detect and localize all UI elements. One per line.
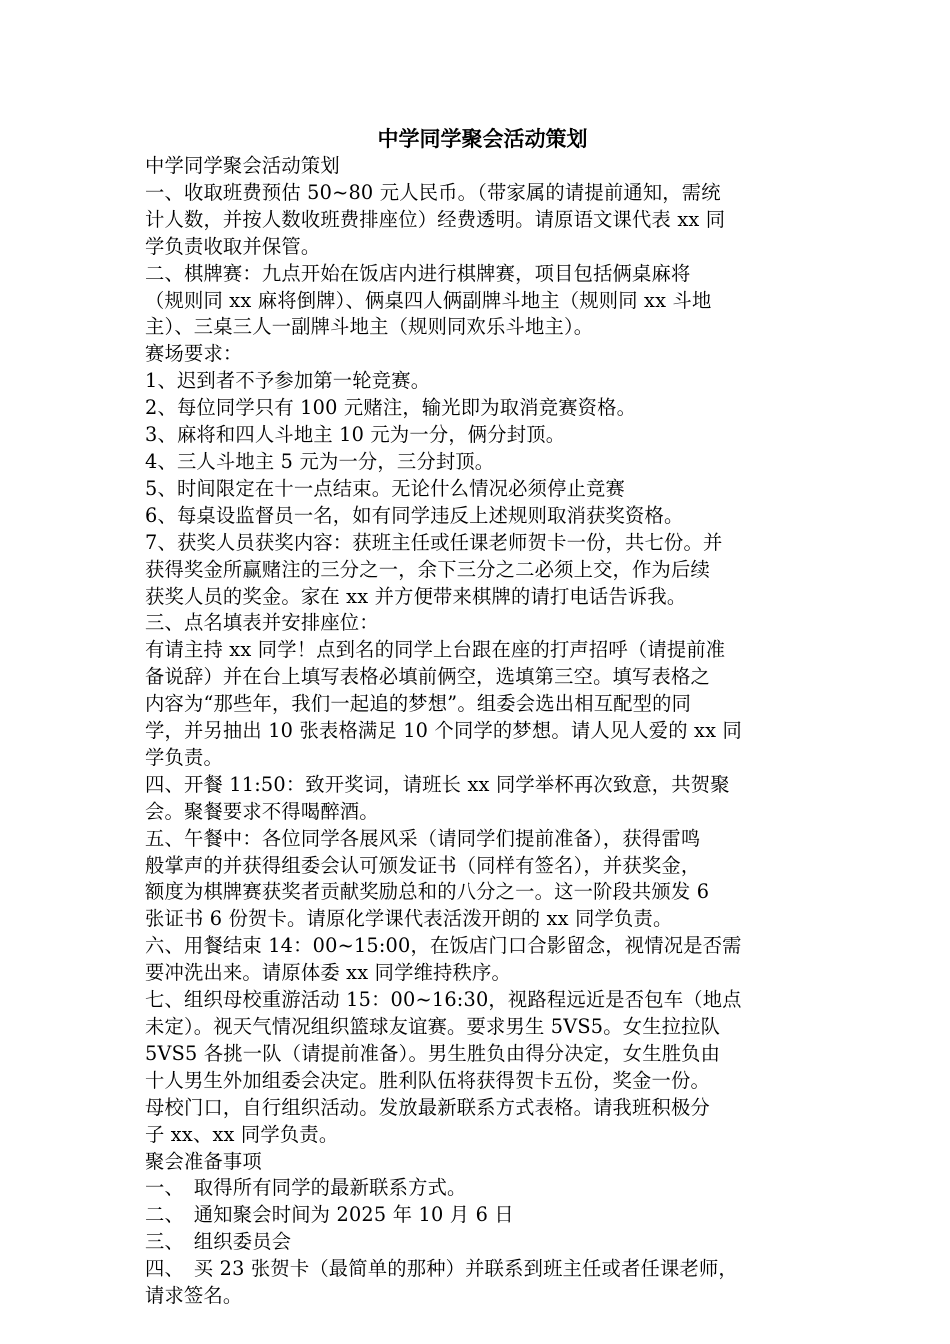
- text-line: （规则同 xx 麻将倒牌）、俩桌四人俩副牌斗地主（规则同 xx 斗地: [145, 288, 712, 312]
- text-line: 母校门口，自行组织活动。发放最新联系方式表格。请我班积极分: [145, 1095, 710, 1119]
- text-line: 三、 组织委员会: [145, 1230, 292, 1254]
- text-line: 请求签名。: [145, 1284, 243, 1308]
- document-page: [145, 125, 810, 1310]
- text-line: 四、 买 23 张贺卡（最简单的那种）并联系到班主任或者任课老师，: [145, 1257, 738, 1281]
- text-line: 般掌声的并获得组委会认可颁发证书（同样有签名），并获奖金，: [145, 853, 701, 877]
- text-line: 学负责收取并保管。: [145, 234, 321, 258]
- text-line: 二、 通知聚会时间为 2025 年 10 月 6 日: [145, 1203, 514, 1227]
- text-line: 子 xx、xx 同学负责。: [145, 1122, 339, 1146]
- text-line: 1、迟到者不予参加第一轮竞赛。: [145, 369, 431, 393]
- text-line: 七、组织母校重游活动 15：00~16:30，视路程远近是否包车（地点: [145, 988, 742, 1012]
- text-line: 张证书 6 份贺卡。请原化学课代表活泼开朗的 xx 同学负责。: [145, 907, 673, 931]
- text-line: 3、麻将和四人斗地主 10 元为一分，俩分封顶。: [145, 423, 566, 447]
- text-line: 六、用餐结束 14：00~15:00，在饭店门口合影留念，视情况是否需: [145, 934, 742, 958]
- text-line: 主）、三桌三人一副牌斗地主（规则同欢乐斗地主）。: [145, 315, 594, 339]
- document-title: 中学同学聚会活动策划: [377, 126, 588, 151]
- text-line: 一、 取得所有同学的最新联系方式。: [145, 1176, 467, 1200]
- text-line: 5、时间限定在十一点结束。无论什么情况必须停止竞赛: [145, 476, 626, 500]
- text-line: 获奖人员的奖金。家在 xx 并方便带来棋牌的请打电话告诉我。: [145, 584, 687, 608]
- text-line: 一、收取班费预估 50~80 元人民币。（带家属的请提前通知，需统: [145, 180, 721, 204]
- text-line: 四、开餐 11:50：致开奖词，请班长 xx 同学举杯再次致意，共贺聚: [145, 772, 730, 796]
- document-body: [145, 153, 810, 1310]
- text-line: 5VS5 各挑一队（请提前准备）。男生胜负由得分决定，女生胜负由: [145, 1041, 721, 1065]
- text-line: 十人男生外加组委会决定。胜利队伍将获得贺卡五份，奖金一份。: [145, 1068, 710, 1092]
- text-line: 学负责。: [145, 745, 223, 769]
- text-line: 额度为棋牌赛获奖者贡献奖励总和的八分之一。这一阶段共颁发 6: [145, 880, 710, 904]
- text-line: 未定）。视天气情况组织篮球友谊赛。要求男生 5VS5。女生拉拉队: [145, 1015, 721, 1038]
- text-line: 二、棋牌赛：九点开始在饭店内进行棋牌赛，项目包括俩桌麻将: [145, 261, 691, 285]
- text-line: 6、每桌设监督员一名，如有同学违反上述规则取消获奖资格。: [145, 503, 684, 527]
- text-line: 赛场要求：: [145, 342, 243, 366]
- text-line: 备说辞）并在台上填写表格必填前俩空，选填第三空。填写表格之: [145, 665, 710, 689]
- text-line: 获得奖金所赢赌注的三分之一，余下三分之二必须上交，作为后续: [145, 557, 710, 581]
- text-line: 7、获奖人员获奖内容：获班主任或任课老师贺卡一份，共七份。并: [145, 530, 723, 554]
- text-line: 内容为“那些年，我们一起追的梦想”。组委会选出相互配型的同: [145, 692, 692, 716]
- text-line: 中学同学聚会活动策划: [145, 154, 340, 177]
- text-line: 计人数，并按人数收班费排座位）经费透明。请原语文课代表 xx 同: [145, 207, 726, 231]
- text-line: 2、每位同学只有 100 元赌注，输光即为取消竞赛资格。: [145, 396, 637, 420]
- text-line: 有请主持 xx 同学！点到名的同学上台跟在座的打声招呼（请提前准: [145, 638, 726, 662]
- text-line: 4、三人斗地主 5 元为一分，三分封顶。: [145, 449, 495, 473]
- text-line: 要冲洗出来。请原体委 xx 同学维持秩序。: [145, 961, 511, 985]
- text-line: 会。聚餐要求不得喝醉酒。: [145, 799, 379, 823]
- text-line: 学，并另抽出 10 张表格满足 10 个同学的梦想。请人见人爱的 xx 同: [145, 719, 743, 743]
- text-line: 五、午餐中：各位同学各展风采（请同学们提前准备），获得雷鸣: [145, 826, 701, 850]
- text-line: 聚会准备事项: [145, 1149, 262, 1173]
- text-line: 三、点名填表并安排座位：: [145, 611, 379, 635]
